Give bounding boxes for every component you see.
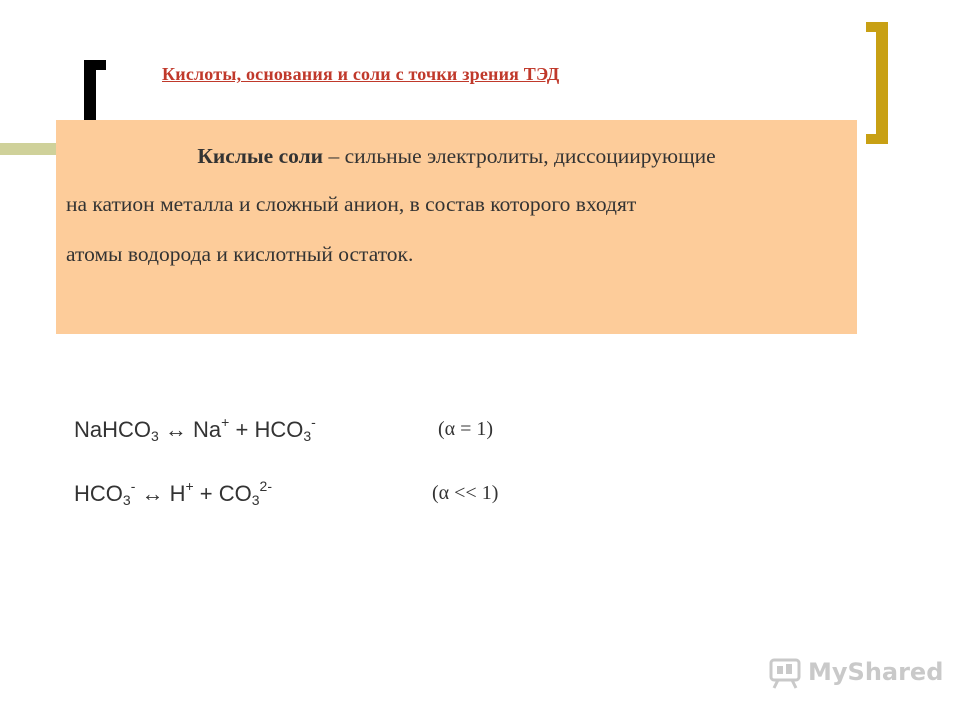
eq1-dissociation-degree: (α = 1) bbox=[438, 418, 494, 440]
eq2-anion: CO bbox=[218, 481, 252, 506]
eq1-reactant-subscript: 3 bbox=[151, 428, 159, 444]
eq1-anion-subscript: 3 bbox=[303, 428, 312, 444]
presentation-board-icon bbox=[768, 656, 802, 690]
eq1-anion: HCO bbox=[254, 417, 304, 442]
definition-line-1 bbox=[56, 144, 857, 169]
eq2-cation: H bbox=[169, 481, 186, 506]
equation-2 bbox=[74, 478, 272, 508]
definition-line-2: на катион металла и сложный анион, в состав которого входят bbox=[66, 192, 637, 216]
eq1-anion-charge: - bbox=[311, 414, 316, 430]
eq2-plus: + bbox=[193, 481, 219, 506]
eq2-anion-charge: 2- bbox=[259, 478, 272, 494]
definition-box bbox=[56, 120, 857, 334]
eq2-anion-subscript: 3 bbox=[251, 492, 260, 508]
definition-term: Кислые соли bbox=[197, 144, 324, 168]
watermark-text: MyShared bbox=[808, 658, 944, 686]
eq2-reactant-subscript: 3 bbox=[122, 492, 131, 508]
eq1-reactant: NaHCO bbox=[74, 417, 152, 442]
eq2-dissociation-degree: (α << 1) bbox=[432, 482, 499, 504]
eq2-reactant-charge: - bbox=[130, 478, 136, 494]
myshared-watermark bbox=[768, 654, 944, 694]
eq1-plus: + bbox=[229, 417, 255, 442]
right-bracket-top-decoration bbox=[866, 22, 888, 32]
accent-line-decoration bbox=[0, 143, 56, 155]
definition-line-1-text: – сильные электролиты, диссоциирующие bbox=[323, 144, 716, 168]
eq2-reactant: HCO bbox=[74, 481, 123, 506]
right-bracket-decoration bbox=[876, 22, 888, 144]
definition-line-3: атомы водорода и кислотный остаток. bbox=[66, 242, 414, 266]
eq1-arrow: ↔ bbox=[158, 417, 194, 442]
eq1-cation-charge: + bbox=[221, 414, 230, 430]
eq1-cation: Na bbox=[193, 417, 222, 442]
left-bracket-top-decoration bbox=[84, 60, 106, 70]
equation-1 bbox=[74, 414, 316, 444]
eq2-cation-charge: + bbox=[185, 478, 194, 494]
slide-title: Кислоты, основания и соли с точки зрения ТЭД bbox=[162, 64, 560, 84]
eq2-arrow: ↔ bbox=[135, 481, 170, 506]
right-bracket-bottom-decoration bbox=[866, 134, 888, 144]
